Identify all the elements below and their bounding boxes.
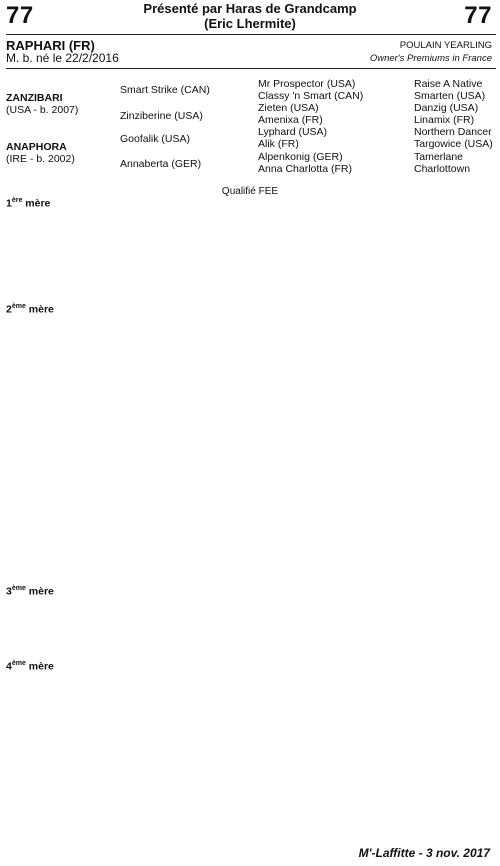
sire-info: (USA - b. 2007) bbox=[6, 104, 79, 116]
gen3-item: Alik (FR) bbox=[258, 138, 299, 150]
sire-name: ZANZIBARI bbox=[6, 92, 63, 104]
gen4-item: Charlottown bbox=[414, 163, 471, 175]
presenter bbox=[100, 1, 400, 31]
gen3-item: Mr Prospector (USA) bbox=[258, 78, 356, 90]
gen3-item: Zieten (USA) bbox=[258, 102, 319, 114]
gen4-item: Tamerlane bbox=[414, 151, 464, 163]
gen3-item: Amenixa (FR) bbox=[258, 114, 323, 126]
gen4-item: Raise A Native bbox=[414, 78, 483, 90]
pedigree-divider bbox=[6, 68, 496, 69]
gen4-item: Smarten (USA) bbox=[414, 90, 486, 102]
gen4-item: Targowice (USA) bbox=[414, 138, 493, 150]
mere4-title: 4ème mère bbox=[6, 660, 54, 673]
gen2-item: Smart Strike (CAN) bbox=[120, 84, 210, 96]
gen3-item: Classy 'n Smart (CAN) bbox=[258, 90, 364, 102]
gen3-item: Lyphard (USA) bbox=[258, 126, 328, 138]
header-divider bbox=[6, 34, 496, 35]
footer-sale: M'-Laffitte - 3 nov. 2017 bbox=[358, 846, 490, 860]
qualifie-fee: Qualifié FEE bbox=[221, 186, 279, 197]
gen4-item: Northern Dancer bbox=[414, 126, 492, 138]
dam-info: (IRE - b. 2002) bbox=[6, 153, 75, 165]
presenter-line2: (Eric Lhermite) bbox=[204, 16, 296, 31]
lot-number-right: 77 bbox=[464, 2, 492, 29]
gen3-item: Alpenkonig (GER) bbox=[258, 151, 343, 163]
lot-number-left: 77 bbox=[6, 2, 34, 29]
presenter-line1: Présenté par Haras de Grandcamp bbox=[143, 1, 357, 16]
horse-birth: M. b. né le 22/2/2016 bbox=[6, 51, 119, 65]
owner-note: Owner's Premiums in France bbox=[369, 53, 492, 64]
gen3-item: Anna Charlotta (FR) bbox=[258, 163, 352, 175]
gen4-item: Danzig (USA) bbox=[414, 102, 479, 114]
gen2-item: Zinziberine (USA) bbox=[120, 110, 203, 122]
dam-name: ANAPHORA bbox=[6, 141, 67, 153]
mere1-title: 1ère mère bbox=[6, 197, 51, 210]
gen2-item: Goofalik (USA) bbox=[120, 133, 191, 145]
mere3-title: 3ème mère bbox=[6, 585, 54, 598]
horse-category: POULAIN YEARLING bbox=[399, 40, 492, 51]
mere2-title: 2ème mère bbox=[6, 303, 54, 316]
gen4-item: Linamix (FR) bbox=[414, 114, 475, 126]
gen2-item: Annaberta (GER) bbox=[120, 158, 202, 170]
horse-name: RAPHARI (FR) bbox=[6, 38, 95, 53]
